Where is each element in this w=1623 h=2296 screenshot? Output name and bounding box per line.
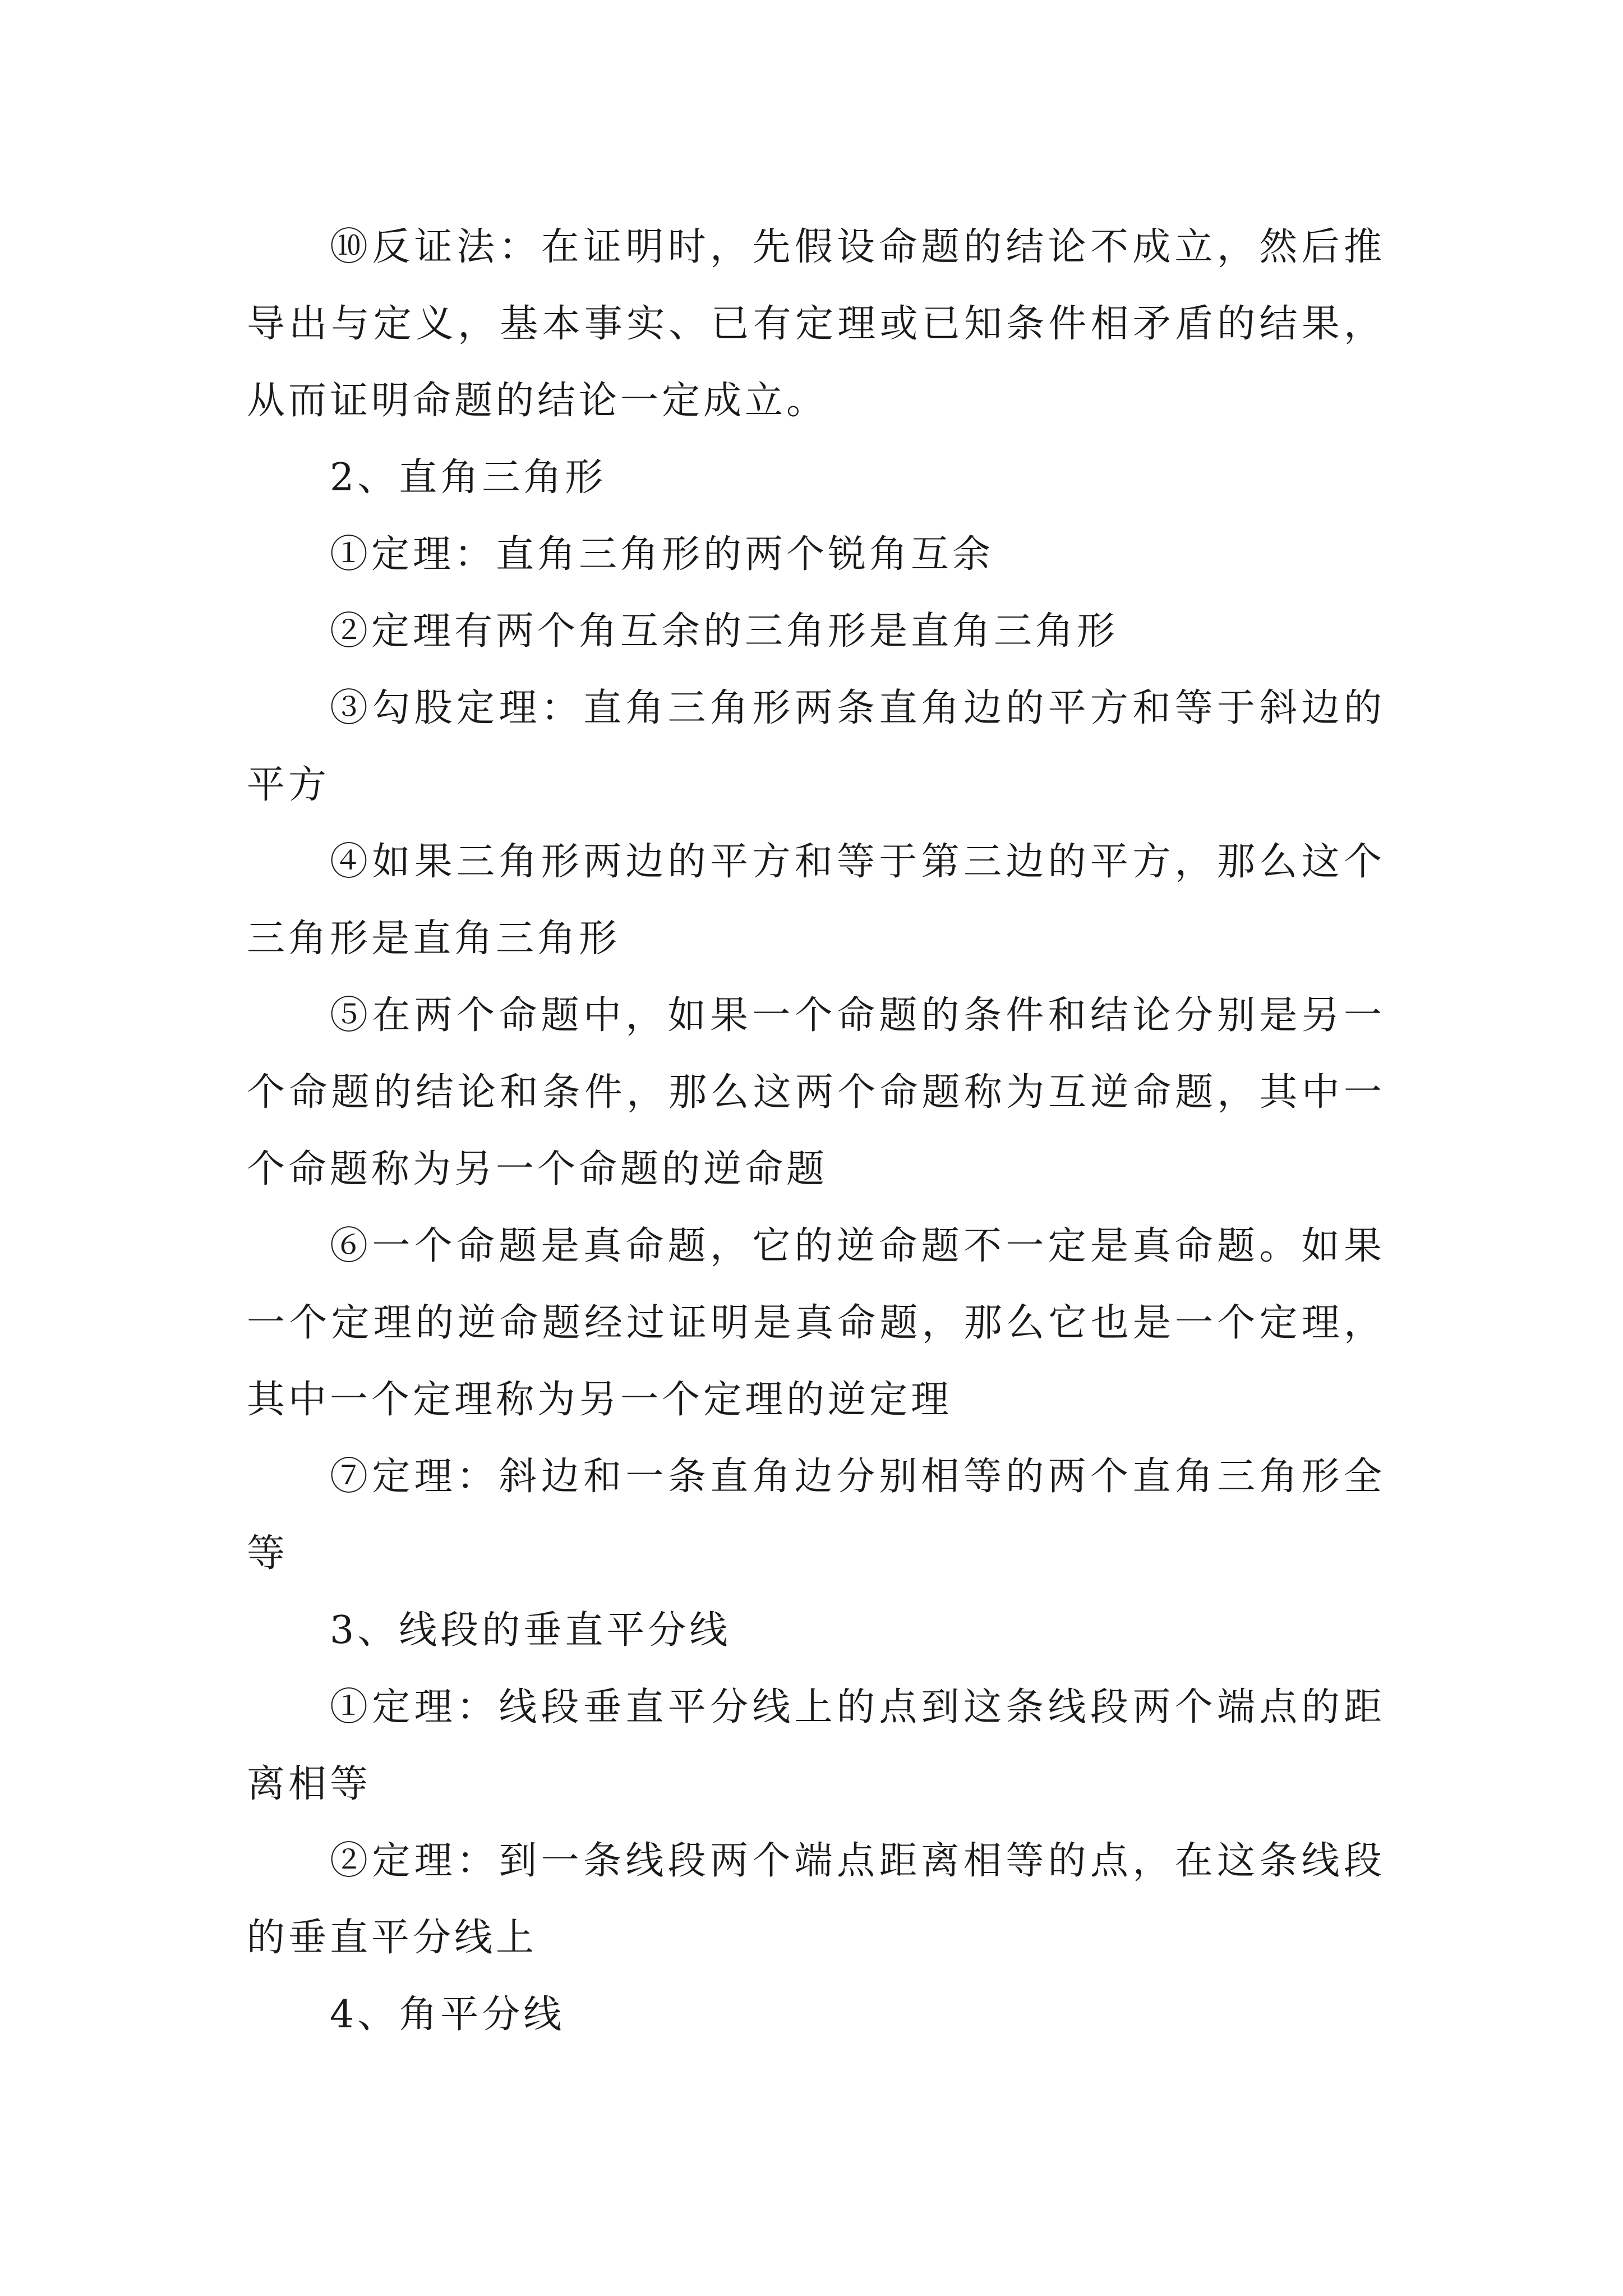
paragraph-bisector-theorem: ①定理：线段垂直平分线上的点到这条线段两个端点的距离相等 <box>247 1685 1385 1806</box>
paragraph-theorem-acute-angles: ①定理：直角三角形的两个锐角互余 <box>330 532 994 577</box>
paragraph-pythagorean-theorem: ③勾股定理：直角三角形两条直角边的平方和等于斜边的平方 <box>247 686 1385 807</box>
document-body <box>247 209 1385 2053</box>
section-heading-perpendicular-bisector: 3、线段的垂直平分线 <box>330 1608 731 1653</box>
paragraph-theorem-complementary-angles: ②定理有两个角互余的三角形是直角三角形 <box>330 609 1119 654</box>
paragraph-inverse-propositions: ⑤在两个命题中，如果一个命题的条件和结论分别是另一个命题的结论和条件，那么这两个命题称为互逆命题，其中一个命题称为另一个命题的逆命题 <box>247 993 1385 1191</box>
section-heading-angle-bisector: 4、角平分线 <box>330 1993 565 2037</box>
paragraph-proof-by-contradiction: ⑩反证法：在证明时，先假设命题的结论不成立，然后推导出与定义，基本事实、已有定理或已知条件相矛盾的结果，从而证明命题的结论一定成立。 <box>247 225 1385 423</box>
paragraph-bisector-converse: ②定理：到一条线段两个端点距离相等的点，在这条线段的垂直平分线上 <box>247 1839 1385 1960</box>
paragraph-pythagorean-converse: ④如果三角形两边的平方和等于第三边的平方，那么这个三角形是直角三角形 <box>247 840 1385 961</box>
paragraph-inverse-theorem: ⑥一个命题是真命题，它的逆命题不一定是真命题。如果一个定理的逆命题经过证明是真命题，那么它也是一个定理，其中一个定理称为另一个定理的逆定理 <box>247 1224 1385 1422</box>
section-heading-right-triangle: 2、直角三角形 <box>330 455 607 500</box>
paragraph-hl-congruence: ⑦定理：斜边和一条直角边分别相等的两个直角三角形全等 <box>247 1455 1385 1576</box>
